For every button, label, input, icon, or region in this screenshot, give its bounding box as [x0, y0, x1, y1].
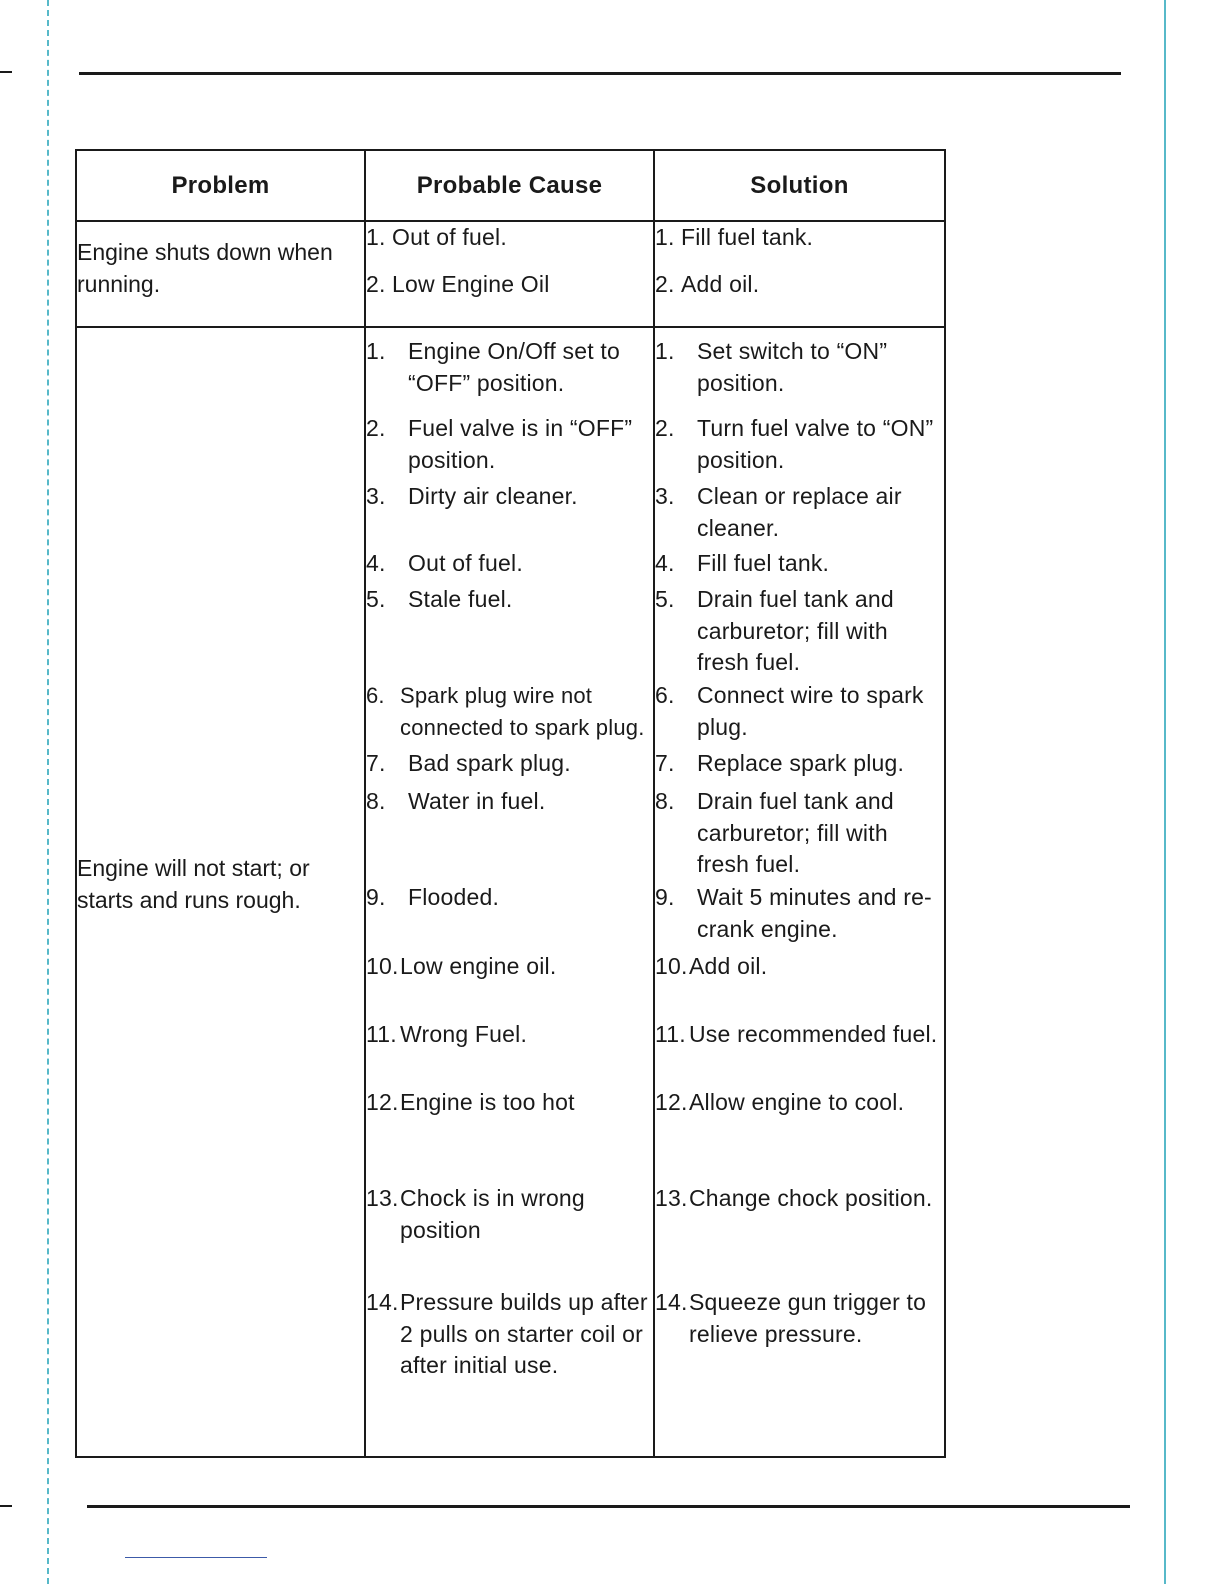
- problem-cell: Engine will not start; or starts and runs rough.: [76, 327, 365, 1457]
- list-item: 10. Low engine oil.: [366, 953, 557, 979]
- list-item: 1. Set switch to “ON” position.: [655, 338, 888, 396]
- list-item: 8. Water in fuel.: [366, 788, 546, 814]
- header-probable-cause: Probable Cause: [365, 150, 654, 221]
- list-item: 12. Engine is too hot: [366, 1089, 575, 1115]
- list-item: 6. Spark plug wire not connected to spark plug.: [366, 683, 645, 740]
- footer-link-underline: [125, 1557, 267, 1558]
- list-item: 12. Allow engine to cool.: [655, 1089, 905, 1115]
- list-item: 13. Chock is in wrong position: [366, 1185, 585, 1243]
- list-item: 3. Clean or replace air cleaner.: [655, 483, 902, 541]
- list-item: 9. Wait 5 minutes and re-crank engine.: [655, 884, 932, 942]
- list-item: 2. Turn fuel valve to “ON” position.: [655, 415, 934, 473]
- list-item: 11. Use recommended fuel.: [655, 1021, 938, 1047]
- list-item: 9. Flooded.: [366, 884, 500, 910]
- problem-cell: Engine shuts down when running.: [76, 221, 365, 327]
- list-item: 14. Pressure builds up after 2 pulls on starter coil or after initial use.: [366, 1289, 648, 1378]
- footer-rule: [87, 1505, 1130, 1508]
- list-item: 6. Connect wire to spark plug.: [655, 682, 924, 740]
- right-margin-guide: [1164, 0, 1166, 1584]
- table-row: [76, 221, 945, 327]
- list-item: 4. Fill fuel tank.: [655, 550, 830, 576]
- list-item: 2. Low Engine Oil: [366, 270, 550, 297]
- left-margin-guide: [47, 0, 49, 1584]
- list-item: 1. Engine On/Off set to “OFF” position.: [366, 338, 620, 396]
- cause-cell: [365, 327, 654, 1457]
- table-header-row: [76, 150, 945, 221]
- header-solution: Solution: [654, 150, 945, 221]
- table-row: [76, 327, 945, 1457]
- list-item: 11. Wrong Fuel.: [366, 1021, 528, 1047]
- crop-mark-top: [0, 71, 12, 73]
- list-item: 8. Drain fuel tank and carburetor; fill with fresh fuel.: [655, 788, 894, 877]
- list-item: 14. Squeeze gun trigger to relieve pressure.: [655, 1289, 927, 1347]
- crop-mark-bottom: [0, 1505, 12, 1507]
- list-item: 4. Out of fuel.: [366, 550, 523, 576]
- list-item: 7. Bad spark plug.: [366, 750, 571, 776]
- list-item: 1. Out of fuel.: [366, 224, 507, 250]
- list-item: 10. Add oil.: [655, 953, 768, 979]
- list-item: 13. Change chock position.: [655, 1185, 933, 1211]
- troubleshooting-table: [75, 149, 946, 1458]
- solution-cell: [654, 327, 945, 1457]
- solution-cell: [654, 221, 945, 327]
- list-item: 5. Stale fuel.: [366, 586, 513, 612]
- list-item: 1. Fill fuel tank.: [655, 224, 814, 250]
- header-rule: [79, 72, 1121, 75]
- list-item: 2. Add oil.: [655, 270, 760, 297]
- cause-cell: [365, 221, 654, 327]
- list-item: 3. Dirty air cleaner.: [366, 483, 578, 509]
- header-problem: Problem: [76, 150, 365, 221]
- list-item: 2. Fuel valve is in “OFF” position.: [366, 415, 633, 473]
- list-item: 5. Drain fuel tank and carburetor; fill with fresh fuel.: [655, 586, 894, 675]
- list-item: 7. Replace spark plug.: [655, 750, 905, 776]
